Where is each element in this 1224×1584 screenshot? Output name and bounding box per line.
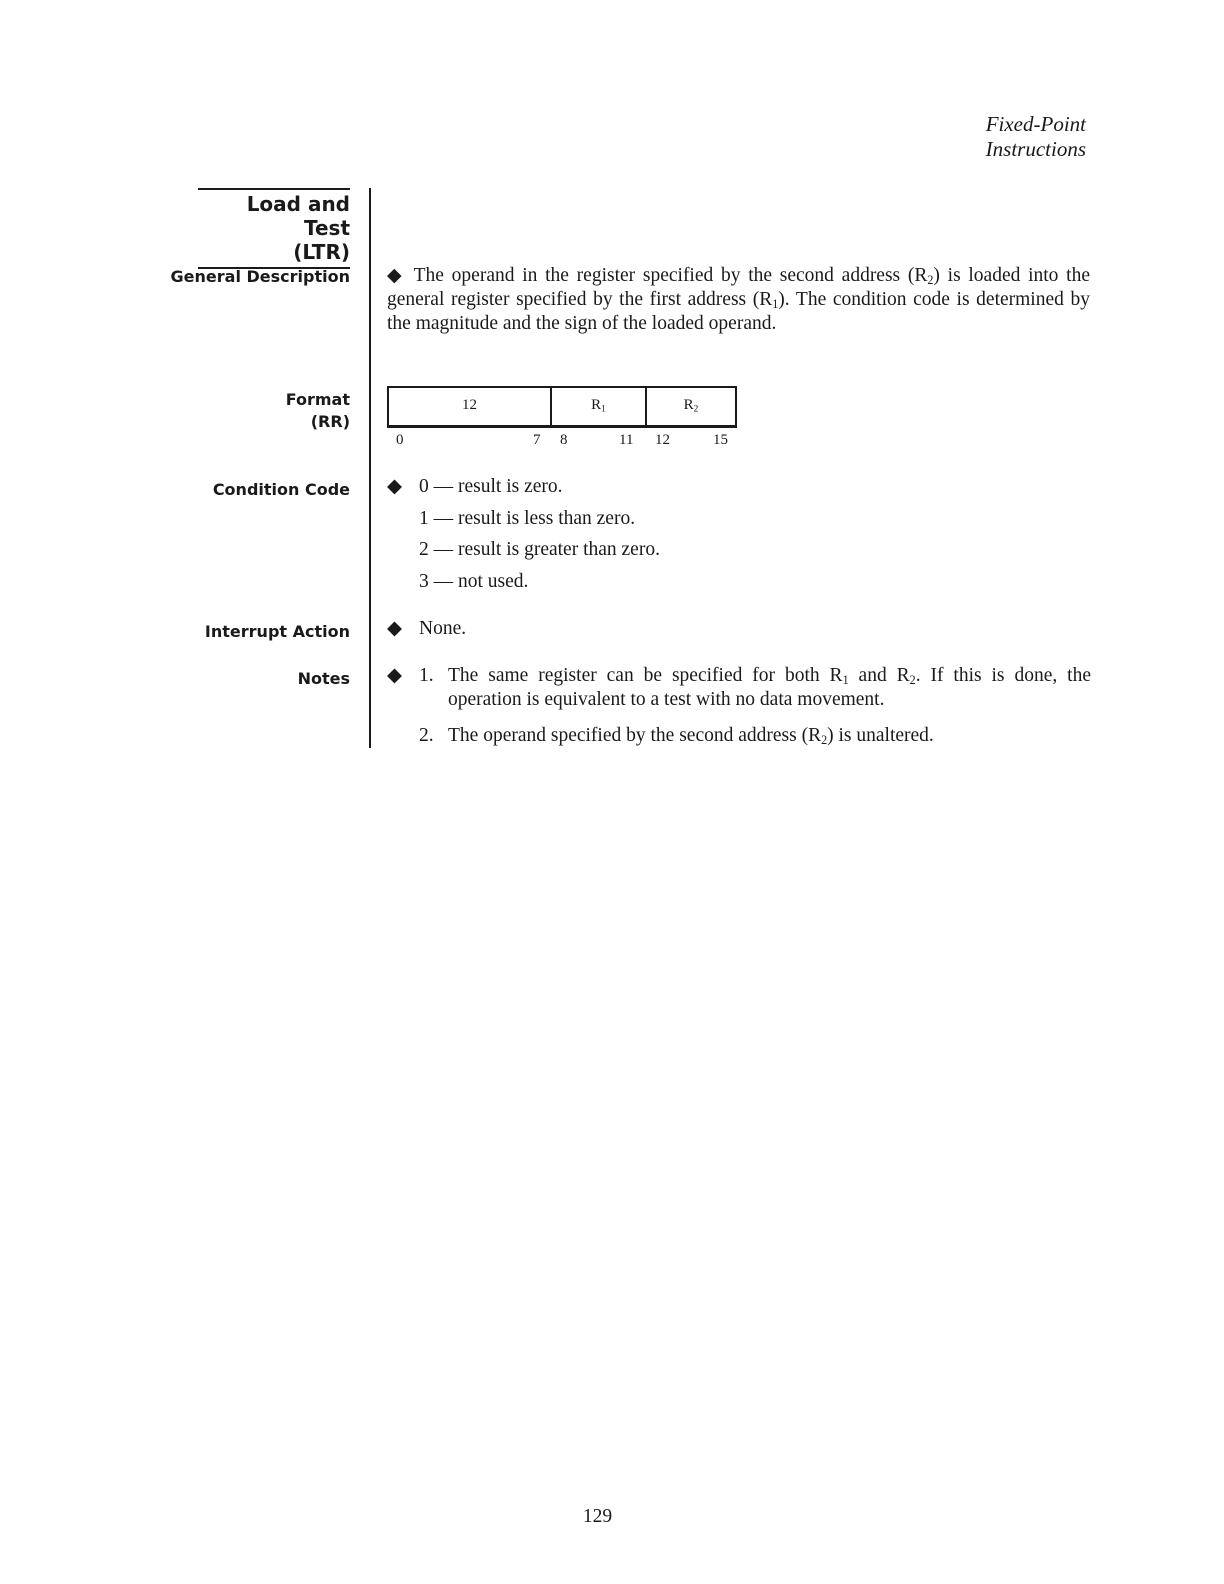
running-head-line-2: Instructions	[985, 137, 1086, 161]
bit-number: 7	[533, 432, 541, 448]
format-field-opcode: 12	[462, 397, 477, 413]
note-number: 1.	[419, 665, 434, 686]
bit-number: 12	[655, 432, 670, 448]
interrupt-bullet-diamond-icon: ◆	[387, 618, 402, 639]
format-field-r1: $R_1$	[591, 397, 606, 415]
condition-code-1: 1 — result is less than zero.	[419, 508, 636, 529]
bit-number: 15	[713, 432, 728, 448]
label-format: Format	[285, 390, 350, 409]
label-format-type: (RR)	[310, 412, 350, 431]
condition-code-2: 2 — result is greater than zero.	[419, 539, 660, 560]
condition-code-3: 3 — not used.	[419, 571, 529, 592]
title-line-2: (LTR)	[293, 240, 350, 264]
condition-code-bullet-diamond-icon: ◆	[387, 476, 402, 497]
title-line-1: Load and Test	[246, 192, 350, 240]
bit-number: 0	[396, 432, 404, 448]
running-head	[986, 112, 1086, 162]
label-interrupt-action: Interrupt Action	[204, 622, 350, 641]
format-field-r2: $R_2$	[683, 397, 699, 415]
instruction-title	[198, 188, 350, 269]
bullet-diamond-icon: ◆	[387, 265, 402, 286]
label-notes: Notes	[297, 669, 350, 688]
notes-bullet-diamond-icon: ◆	[387, 665, 402, 686]
rr-format-diagram	[387, 386, 737, 428]
note-2-text: The operand specified by the second address $(R_2)$ is unaltered.	[448, 725, 934, 748]
section-vertical-rule	[369, 188, 371, 748]
label-condition-code: Condition Code	[212, 480, 350, 499]
label-general-description: General Description	[170, 267, 350, 286]
note-1-text: The same register can be specified for both $R_1$ and $R_2$. If this is done, the operation is equivalent to a test with no data movement.	[448, 665, 1091, 710]
condition-code-0: 0 — result is zero.	[419, 476, 563, 497]
general-description-text: ◆ The operand in the register specified by the second address $(R_2)$ is loaded into the general register specified by the first address $(R_1)$. The condition code is determined by the magnitude and the sign of the loaded operand.	[387, 265, 1090, 334]
note-number: 2.	[419, 725, 434, 746]
bit-number: 11	[619, 432, 634, 448]
bit-number: 8	[560, 432, 568, 448]
interrupt-action-text: None.	[419, 618, 467, 639]
page-number: 129	[582, 1506, 613, 1527]
running-head-line-1: Fixed-Point	[985, 112, 1086, 136]
